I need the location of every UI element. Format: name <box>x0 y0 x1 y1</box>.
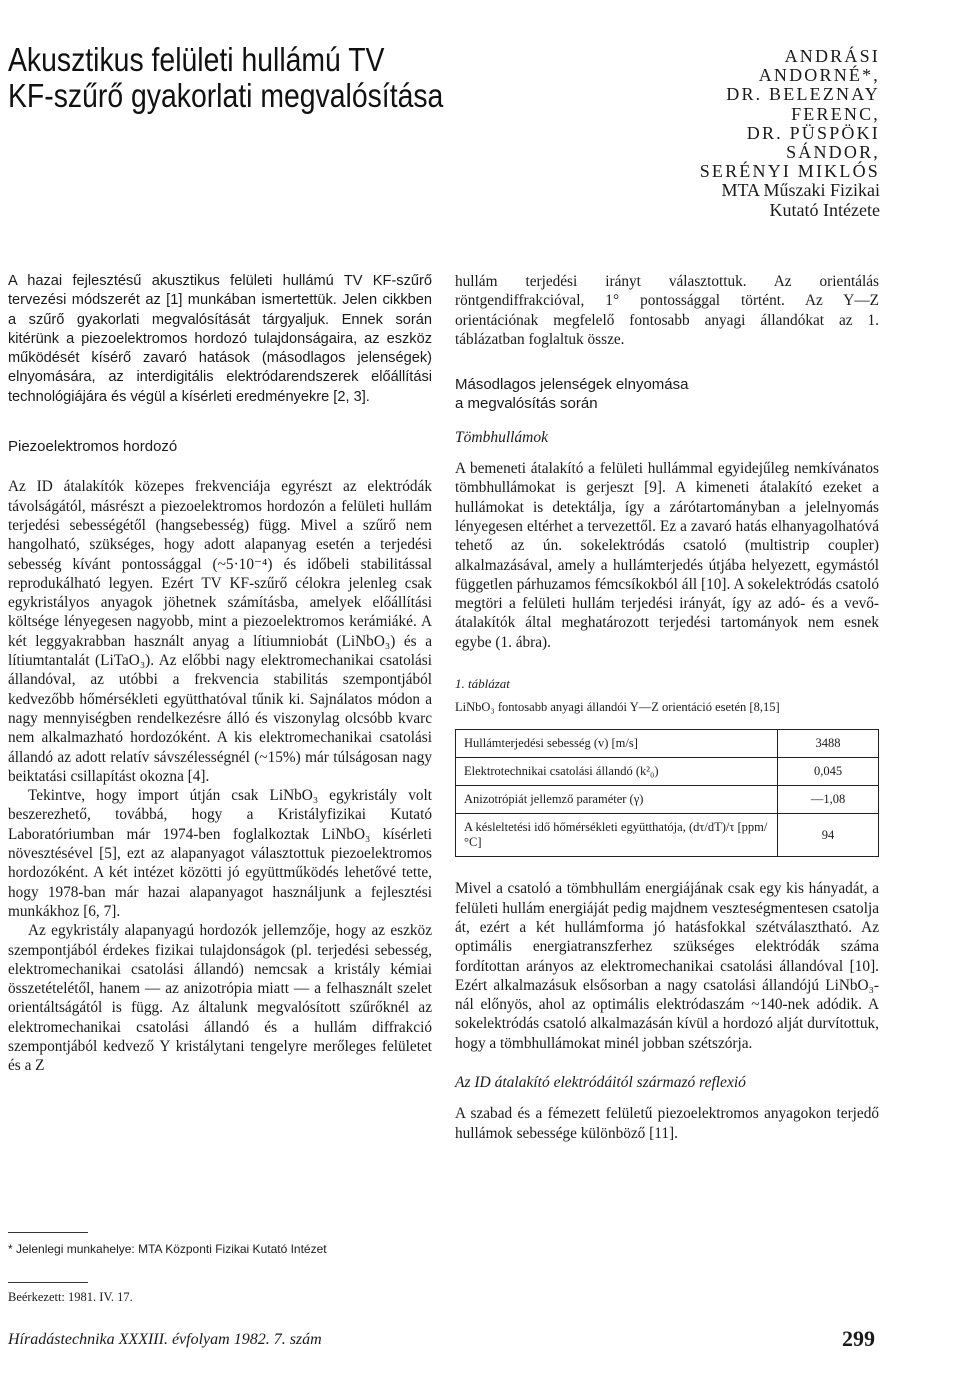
body-paragraph: A bemeneti átalakító a felületi hullámmal egyidejűleg nemkívánatos tömbhullámokat is gerjeszt [9]. A kimeneti átalakító ezeket a hullámokat is detektálja, így a zárótartományban a jelelnyomás lényegesen eltérhet a tervezettől. Ez a zavaró hatás elhanyagolhatóvá tehető az ún. sokelektródás csatoló (multistrip coupler) alkalmazásával, amely a hullámterjedés útjába helyezett, egymástól független párhuzamos fémcsíkokból áll [10]. A sokelektródás csatoló megtöri a felületi hullám terjedési irányát, így az adó- és a vevő-átalakítók által meghatározott terjedési tartományok nem esnek egybe (1. ábra). <box>455 460 879 651</box>
table-cell-label: Elektrotechnikai csatolási állandó (k²₀) <box>456 758 778 786</box>
table-row <box>456 814 879 857</box>
body-paragraph: A szabad és a fémezett felületű piezoelektromos anyagokon terjedő hullámok sebessége különböző [11]. <box>455 1105 879 1142</box>
author-line: FERENC, <box>791 103 880 124</box>
footnote-rule <box>8 1232 88 1233</box>
subheading-bulk-waves: Tömbhullámok <box>455 428 548 446</box>
table-title: LiNbO₃ fontosabb anyagi állandói Y—Z orientáció esetén [8,15] <box>455 700 780 715</box>
heading-line: a megvalósítás során <box>455 395 598 413</box>
author-line: SÁNDOR, <box>786 142 880 163</box>
article-title <box>8 42 524 114</box>
body-paragraph: Tekintve, hogy import útján csak LiNbO₃ egykristály volt beszerezhető, továbbá, hogy a Kristályfizikai Kutató Laboratóriumban már 1974-ben foglalkoztak LiNbO₃ kísérleti növesztésével [5], ezt az alapanyagot választottuk piezoelektromos hordozóként. A két intézet közötti jó együttműködés lehetővé tette, hogy 1978-ban már hazai alapanyagot használjunk a fejlesztési munkákhoz [6, 7]. <box>8 787 432 920</box>
section-heading-piezo: Piezoelektromos hordozó <box>8 438 178 456</box>
author-line: ANDRÁSI <box>784 46 880 66</box>
section-heading-reflection: Az ID átalakító elektródáitól származó reflexió <box>455 1074 746 1092</box>
table-cell-value: 94 <box>778 814 879 857</box>
heading-line: Másodlagos jelenségek elnyomása <box>455 376 689 394</box>
abstract: A hazai fejlesztésű akusztikus felületi hullámú TV KF-szűrő tervezési módszerét az [1] munkában ismertettük. Jelen cikkben a szűrő gyakorlati megvalósítását tárgyaljuk. Ennek során kitérünk a piezoelektromos hordozó tulajdonságaira, az eszköz működését kísérő zavaró hatások (másodlagos jelenségek) elnyomására, az interdigitális elektródarendszerek előállítási technológiájára és végül a kísérleti eredményekre [2, 3]. <box>8 273 432 405</box>
left-column <box>8 272 432 1076</box>
table-cell-label: Anizotrópiát jellemző paraméter (γ) <box>456 786 778 814</box>
received-date: Beérkezett: 1981. IV. 17. <box>8 1290 133 1304</box>
table-row <box>456 758 879 786</box>
affiliation-line: Kutató Intézete <box>769 199 880 220</box>
author-line: DR. BELEZNAY <box>726 84 880 105</box>
body-paragraph: Az ID átalakítók közepes frekvenciája egyrészt az elektródák távolságától, másrészt a piezoelektromos hordozón a felületi hullám terjedési sebességétől (hangsebesség) függ. Mivel a szűrő nem hangolható, szükséges, hogy adott alapanyag esetén a terjedési sebesség kívánt pontossággal (~5·10⁻⁴) és időbeli stabilitással reprodukálható legyen. Ezért TV KF-szűrő célokra jelenleg csak egykristályos anyagok jöhetnek számításba, amelyek előállítási költsége lényegesen nagyobb, mint a piezoelektromos kerámiáké. A két leggyakrabban használt anyag a lítiumniobát (LiNbO₃) és a lítiumtantalát (LiTaO₃). Az előbbi nagy elektromechanikai csatolási állandóval, az utóbbi a frekvencia stabilitás szempontjából kedvezőbb hőmérsékleti együtthatóval tűnik ki. Sajnálatos módon a nagy mennyiségben rendelkezésre álló és viszonylag olcsóbb kvarc nem alkalmazható hordozóként. A kis elektromechanikai csatolási állandó az adott relatív sávszélességnél (~15%) már túlságosan nagy beiktatási csillapítást okozna [4]. <box>8 478 432 785</box>
author-line: SERÉNYI MIKLÓS <box>699 161 880 182</box>
title-line-1: Akusztikus felületi hullámú TV <box>8 41 385 78</box>
affiliation-line: MTA Műszaki Fizikai <box>721 180 880 201</box>
author-line: ANDORNÉ*, <box>758 65 880 86</box>
table-cell-value: —1,08 <box>778 786 879 814</box>
table-cell-value: 0,045 <box>778 758 879 786</box>
author-line: DR. PÜSPÖKI <box>746 122 880 143</box>
received-rule <box>8 1282 88 1283</box>
body-paragraph: Az egykristály alapanyagú hordozók jellemzője, hogy az eszköz szempontjából érdekes fizikai tulajdonságok (pl. terjedési sebesség, elektromechanikai csatolási állandó) nemcsak a kristály kémiai összetételétől, hanem — az anizotrópia miatt — a felhasznált szelet orientáltságától is függ. Az általunk megvalósított szűrőknél az elektromechanikai csatolási állandó és a hullám diffrakció szempontjából kedvező Y kristálytani tengelyre merőleges felületet és a Z <box>8 922 432 1075</box>
table-cell-value: 3488 <box>778 730 879 758</box>
author-block <box>560 47 880 220</box>
journal-footer: Híradástechnika XXXIII. évfolyam 1982. 7. szám <box>8 1331 322 1348</box>
section-heading-secondary <box>455 375 879 414</box>
page-number: 299 <box>842 1326 875 1351</box>
body-paragraph: Mivel a csatoló a tömbhullám energiájának csak egy kis hányadát, a felületi hullám energiáját pedig majdnem veszteségmentesen csatolja át, ezért a két hullámforma jó hatásfokkal szétválasztható. Az optimális energiatranszferhez szükséges elektródák száma fordítottan arányos az elektromechanikai csatolási állandóval [10]. Ezért alkalmazásuk elsősorban a nagy csatolási állandójú LiNbO₃-nál előnyös, ahol az optimális elektródaszám ~140-nek adódik. A sokelektródás csatoló alkalmazásán kívül a hordozó alját durvítottuk, hogy a tömbhullámokat minél jobban szétszórja. <box>455 880 879 1052</box>
table-row <box>456 786 879 814</box>
table-row <box>456 730 879 758</box>
title-line-2: KF-szűrő gyakorlati megvalósítása <box>8 77 444 114</box>
right-column <box>455 272 879 1143</box>
table-cell-label: Hullámterjedési sebesség (v) [m/s] <box>456 730 778 758</box>
body-paragraph: hullám terjedési irányt választottuk. Az orientálás röntgendiffrakcióval, 1° pontossággal történt. Az Y—Z orientációnak megfelelő fontosabb anyagi állandókat az 1. táblázatban foglaltuk össze. <box>455 273 879 348</box>
footnote: * Jelenlegi munkahelye: MTA Központi Fizikai Kutató Intézet <box>8 1242 327 1256</box>
table-caption: 1. táblázat <box>455 676 510 692</box>
table-cell-label: A késleltetési idő hőmérsékleti együtthatója, (dτ/dT)/τ [ppm/°C] <box>456 814 778 857</box>
material-constants-table <box>455 729 879 857</box>
